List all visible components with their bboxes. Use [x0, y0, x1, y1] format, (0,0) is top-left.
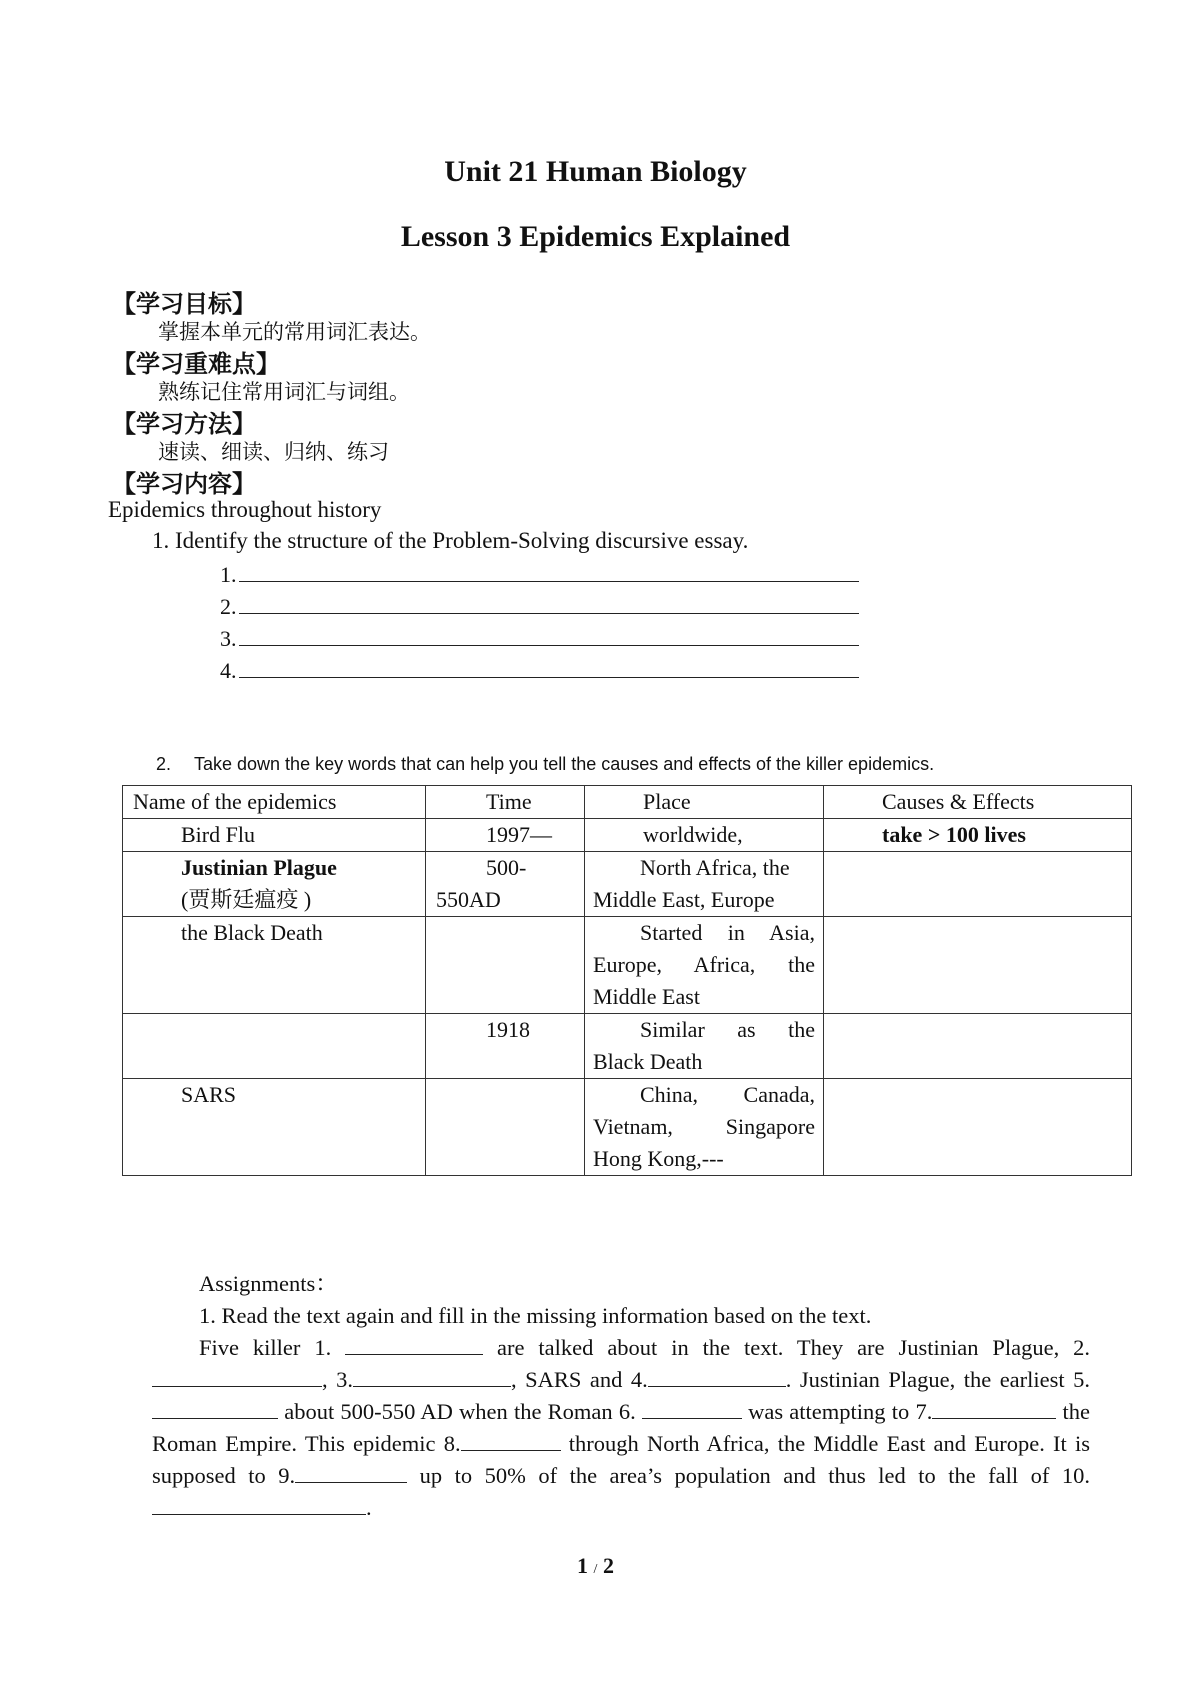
answer-blank-6[interactable]: [642, 1398, 742, 1419]
header-place: Place: [585, 786, 824, 819]
epidemic-name: Bird Flu: [123, 819, 426, 852]
epidemic-time-cell: [426, 852, 585, 917]
section-heading-methods: 【学习方法】: [112, 410, 256, 438]
epidemic-time[interactable]: [426, 1079, 585, 1176]
task1-instruction: 1. Identify the structure of the Problem-Solving discursive essay.: [152, 528, 749, 553]
table-row: [123, 819, 1132, 852]
epidemic-name[interactable]: [123, 1014, 426, 1079]
structure-blank-2[interactable]: 2.: [220, 593, 859, 620]
answer-blank-9[interactable]: [295, 1462, 407, 1483]
assignments-section: [152, 1268, 1090, 1524]
epidemic-name-cell: [123, 852, 426, 917]
section-text-difficulties: 熟练记住常用词汇与词组。: [158, 380, 410, 404]
epidemic-place: North Africa, the Middle East, Europe: [585, 852, 824, 917]
page-number: 1 / 2: [577, 1553, 614, 1578]
assignments-instruction: 1. Read the text again and fill in the missing information based on the text.: [199, 1303, 872, 1328]
epidemic-effects[interactable]: [824, 852, 1132, 917]
table-row: [123, 1014, 1132, 1079]
structure-blank-1[interactable]: 1.: [220, 561, 859, 588]
section-heading-content: 【学习内容】: [112, 470, 256, 498]
content-subtitle: Epidemics throughout history: [108, 497, 382, 522]
epidemic-effects[interactable]: [824, 917, 1132, 1014]
answer-blank-2[interactable]: [152, 1366, 322, 1387]
epidemic-place: Similar as the Black Death: [585, 1014, 824, 1079]
section-text-goals: 掌握本单元的常用词汇表达。: [158, 320, 431, 344]
epidemics-table: [122, 785, 1132, 1176]
structure-blank-3[interactable]: 3.: [220, 625, 859, 652]
section-heading-difficulties: 【学习重难点】: [112, 350, 280, 378]
epidemic-name: Justinian Plague: [181, 855, 337, 880]
unit-title: Unit 21 Human Biology: [444, 155, 747, 188]
section-text-methods: 速读、细读、归纳、练习: [158, 440, 389, 464]
answer-blank-1[interactable]: [345, 1334, 483, 1355]
header-effects: Causes & Effects: [824, 786, 1132, 819]
answer-blank-8[interactable]: [461, 1430, 561, 1451]
epidemic-name-chinese: (贾斯廷瘟疫 ): [181, 887, 312, 912]
epidemic-time-cont: 550AD: [436, 887, 501, 912]
table-row: [123, 852, 1132, 917]
header-name: Name of the epidemics: [123, 786, 426, 819]
epidemic-time: 1997—: [426, 819, 585, 852]
table-header-row: [123, 786, 1132, 819]
epidemic-time: 1918: [426, 1014, 585, 1079]
epidemic-place: worldwide,: [585, 819, 824, 852]
assignments-passage: Five killer 1. are talked about in the text. They are Justinian Plague, 2., 3. , SARS and 4. . Justinian Plague, the earliest 5. about 500-550 AD when the Roman 6. was attempting to 7. the Roman Empire. This epidemic 8. through North Africa, the Middle East and Europe. It is supposed to 9. up to 50% of the area’s population and thus led to the fall of 10..: [152, 1335, 1091, 1520]
structure-blank-4[interactable]: 4.: [220, 657, 859, 684]
epidemic-name: the Black Death: [123, 917, 426, 1014]
epidemic-place: Started in Asia, Europe, Africa, the Middle East: [585, 917, 824, 1014]
epidemic-name: SARS: [123, 1079, 426, 1176]
epidemic-place: China, Canada, Vietnam, Singapore Hong Kong,---: [585, 1079, 824, 1176]
epidemic-effects[interactable]: [824, 1014, 1132, 1079]
answer-blank-4[interactable]: [648, 1366, 786, 1387]
table-row: [123, 1079, 1132, 1176]
task2-instruction: 2. Take down the key words that can help you tell the causes and effects of the killer epidemics.: [156, 754, 935, 774]
section-heading-goals: 【学习目标】: [112, 290, 256, 318]
answer-blank-3[interactable]: [353, 1366, 511, 1387]
answer-blank-7[interactable]: [932, 1398, 1056, 1419]
answer-blank-10[interactable]: [152, 1494, 366, 1515]
epidemic-time: 500-: [486, 855, 527, 880]
header-time: Time: [426, 786, 585, 819]
table-row: [123, 917, 1132, 1014]
assignments-heading: Assignments：: [199, 1271, 338, 1296]
epidemic-effects[interactable]: take > 100 lives: [824, 819, 1132, 852]
lesson-title: Lesson 3 Epidemics Explained: [400, 220, 791, 253]
epidemic-time[interactable]: [426, 917, 585, 1014]
epidemic-effects[interactable]: [824, 1079, 1132, 1176]
answer-blank-5[interactable]: [152, 1398, 278, 1419]
